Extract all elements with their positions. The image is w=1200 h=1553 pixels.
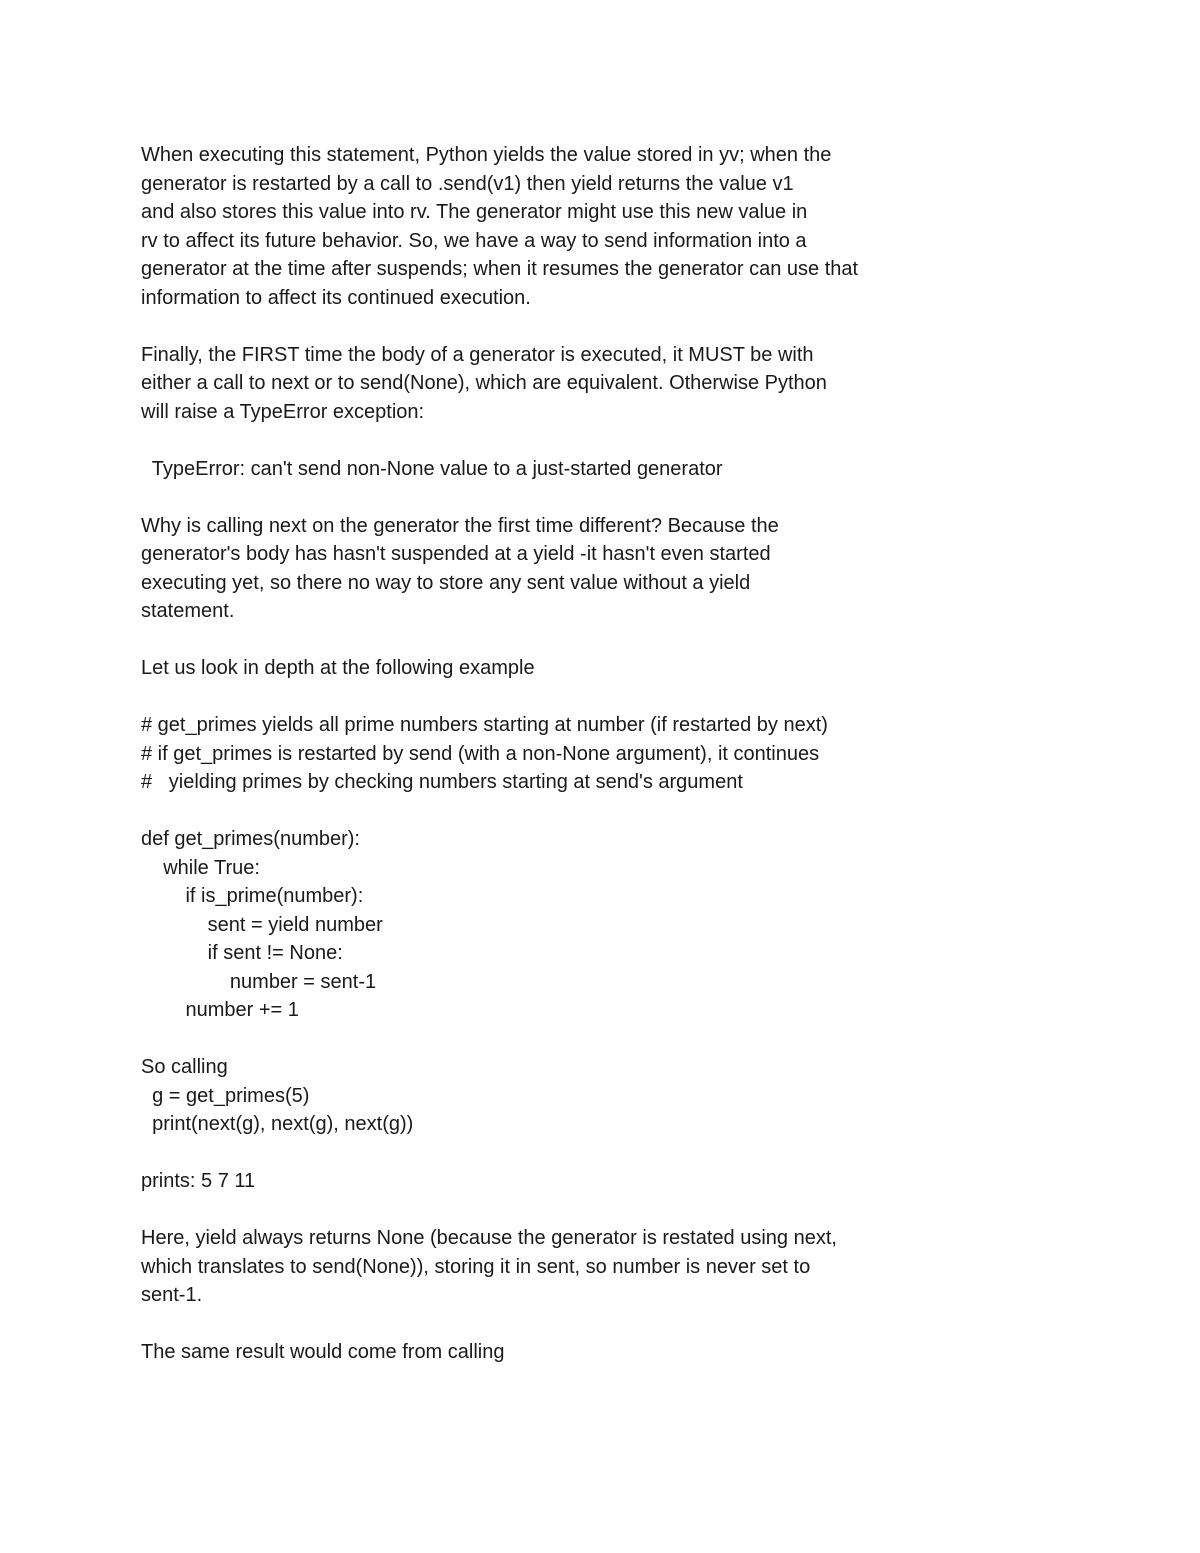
- text-line: rv to affect its future behavior. So, we have a way to send information into a: [141, 229, 807, 252]
- paragraph: [141, 141, 1041, 312]
- text-line: generator's body has hasn't suspended at a yield -it hasn't even started: [141, 543, 771, 565]
- text-line: which translates to send(None)), storing it in sent, so number is never set to: [141, 1255, 811, 1278]
- text-line: generator is restarted by a call to .send(v1) then yield returns the value v1: [141, 172, 794, 195]
- paragraph-spacer: [141, 1310, 1041, 1339]
- paragraph-spacer: [141, 797, 1041, 826]
- text-line: Why is calling next on the generator the first time different? Because the: [141, 514, 779, 537]
- text-line: either a call to next or to send(None), which are equivalent. Otherwise Python: [141, 372, 827, 394]
- text-line: Finally, the FIRST time the body of a generator is executed, it MUST be with: [141, 343, 814, 366]
- text-line: sent = yield number: [141, 913, 383, 936]
- paragraph: [141, 512, 1041, 626]
- paragraph: [141, 711, 1041, 797]
- paragraph-spacer: [141, 683, 1041, 712]
- paragraph-spacer: [141, 1025, 1041, 1054]
- text-line: if sent != None:: [141, 942, 343, 964]
- text-line: generator at the time after suspends; when it resumes the generator can use that: [141, 258, 859, 280]
- paragraph: [141, 341, 1041, 427]
- text-line: and also stores this value into rv. The generator might use this new value in: [141, 201, 808, 223]
- paragraph-spacer: [141, 483, 1041, 512]
- text-line: g = get_primes(5): [141, 1084, 310, 1107]
- text-line: Here, yield always returns None (because the generator is restated using next,: [141, 1227, 837, 1249]
- text-line: # get_primes yields all prime numbers starting at number (if restarted by next): [141, 714, 828, 736]
- paragraph: [141, 1224, 1041, 1310]
- text-line: sent-1.: [141, 1284, 203, 1306]
- paragraph: [141, 1167, 1041, 1196]
- paragraph-spacer: [141, 312, 1041, 341]
- paragraph: [141, 654, 1041, 683]
- paragraph-spacer: [141, 626, 1041, 655]
- text-line: So calling: [141, 1056, 228, 1078]
- text-line: while True:: [141, 856, 260, 879]
- text-line: # yielding primes by checking numbers starting at send's argument: [141, 771, 743, 793]
- text-line: number = sent-1: [141, 970, 377, 993]
- text-line: prints: 5 7 11: [141, 1170, 256, 1192]
- paragraph: [141, 455, 1041, 484]
- text-line: TypeError: can't send non-None value to a just-started generator: [141, 457, 723, 480]
- text-line: Let us look in depth at the following example: [141, 657, 535, 679]
- paragraph-spacer: [141, 426, 1041, 455]
- paragraph-spacer: [141, 1139, 1041, 1168]
- text-line: if is_prime(number):: [141, 885, 364, 907]
- paragraph: [141, 1053, 1041, 1139]
- text-line: will raise a TypeError exception:: [141, 400, 425, 423]
- text-line: information to affect its continued execution.: [141, 286, 531, 309]
- paragraph: [141, 825, 1041, 1025]
- text-line: When executing this statement, Python yields the value stored in yv; when the: [141, 144, 832, 166]
- text-line: The same result would come from calling: [141, 1341, 505, 1363]
- paragraph-spacer: [141, 1196, 1041, 1225]
- text-line: number += 1: [141, 999, 299, 1021]
- text-line: executing yet, so there no way to store any sent value without a yield: [141, 571, 751, 594]
- paragraph: [141, 1338, 1041, 1367]
- text-line: print(next(g), next(g), next(g)): [141, 1113, 414, 1135]
- text-line: # if get_primes is restarted by send (with a non-None argument), it continues: [141, 742, 820, 765]
- text-line: statement.: [141, 600, 235, 622]
- document-body: [141, 141, 1041, 1367]
- text-line: def get_primes(number):: [141, 828, 360, 850]
